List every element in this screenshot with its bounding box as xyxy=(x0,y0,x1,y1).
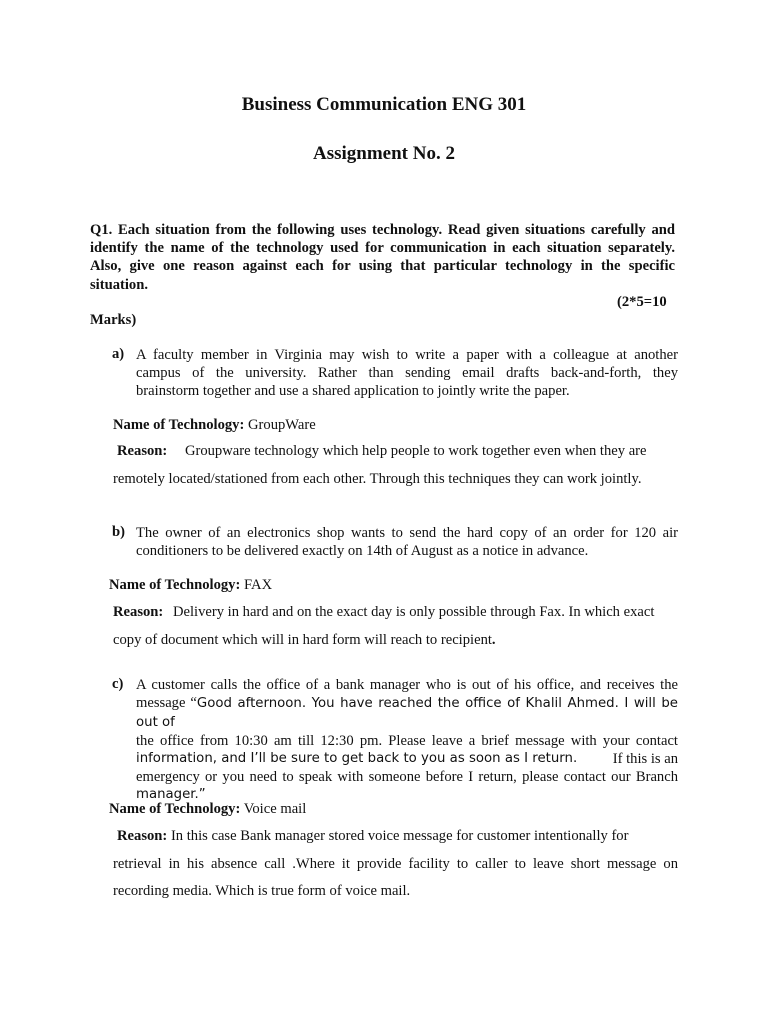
reason-a-line1 xyxy=(117,443,677,460)
scenario-c xyxy=(136,676,678,804)
reason-b-line1 xyxy=(113,604,678,621)
scenario-line: brainstorm together and use a shared application to jointly write the paper. xyxy=(136,383,570,399)
reason-text: Delivery in hard and on the exact day is only possible through Fax. In which exact xyxy=(172,604,655,620)
item-letter-b: b) xyxy=(112,524,125,540)
document-title: Business Communication ENG 301 xyxy=(241,94,527,115)
question-line: Q1. Each situation from the following uses technology. Read given situations carefully and xyxy=(90,222,675,238)
scenario-line xyxy=(136,694,678,732)
technology-value: FAX xyxy=(240,577,273,593)
marks-value: (2*5=10 xyxy=(617,294,667,310)
scenario-line: manager.” xyxy=(136,787,206,802)
reason-label: Reason: xyxy=(117,828,168,844)
scenario-line: A customer calls the office of a bank manager who is out of his office, and receives the xyxy=(136,677,678,693)
reason-c-line2: retrieval in his absence call .Where it provide facility to caller to leave short message on xyxy=(113,856,678,872)
reason-label: Reason: xyxy=(113,604,164,620)
reason-text: Groupware technology which help people to work together even when they are xyxy=(184,443,647,459)
question-line: Also, give one reason against each for using that particular technology in the specific xyxy=(90,258,675,275)
marks-label: Marks) xyxy=(90,312,137,328)
item-letter-c: c) xyxy=(112,676,124,692)
technology-label: Name of Technology: xyxy=(109,577,241,593)
reason-label: Reason: xyxy=(117,443,168,459)
question-line: identify the name of the technology used for communication in each situation separately. xyxy=(90,240,675,257)
technology-value: GroupWare xyxy=(244,417,316,433)
scenario-line: The owner of an electronics shop wants to send the hard copy of an order for 120 air xyxy=(136,525,678,541)
quoted-message: Good afternoon. You have reached the office of Khalil Ahmed. I will be out of xyxy=(136,696,678,730)
reason-end-period: . xyxy=(491,632,496,648)
reason-a-line2: remotely located/stationed from each other. Through this techniques they can work jointly. xyxy=(113,471,642,487)
technology-name-b xyxy=(109,577,272,594)
question-text xyxy=(90,221,675,294)
scenario-line: A faculty member in Virginia may wish to write a paper with a colleague at another xyxy=(136,347,678,363)
assignment-number: Assignment No. 2 xyxy=(313,143,455,164)
reason-text: In this case Bank manager stored voice message for customer intentionally for xyxy=(170,828,629,844)
scenario-line: conditioners to be delivered exactly on 14th of August as a notice in advance. xyxy=(136,543,589,559)
scenario-line: campus of the university. Rather than sending email drafts back-and-forth, they xyxy=(136,365,678,381)
reason-c-line1 xyxy=(117,828,678,845)
scenario-a xyxy=(136,346,678,400)
reason-text: copy of document which will in hard form will reach to recipient xyxy=(113,632,492,648)
reason-c-line3: recording media. Which is true form of voice mail. xyxy=(113,883,411,899)
scenario-b xyxy=(136,524,678,560)
technology-name-a xyxy=(113,417,316,434)
technology-value: Voice mail xyxy=(240,801,307,817)
question-line: situation. xyxy=(90,276,148,293)
item-letter-a: a) xyxy=(112,346,125,362)
scenario-text: message “ xyxy=(136,695,197,711)
scenario-line xyxy=(136,750,678,768)
quoted-message: information, and I’ll be sure to get back to you as soon as I return. xyxy=(136,751,578,766)
technology-label: Name of Technology: xyxy=(109,801,241,817)
technology-label: Name of Technology: xyxy=(113,417,245,433)
reason-b-line2 xyxy=(113,632,679,649)
scenario-line: emergency or you need to speak with someone before I return, please contact our Branch xyxy=(136,769,678,785)
scenario-line: the office from 10:30 am till 12:30 pm. Please leave a brief message with your contact xyxy=(136,733,678,749)
technology-name-c xyxy=(109,801,306,818)
scenario-text: If this is an xyxy=(612,751,678,767)
